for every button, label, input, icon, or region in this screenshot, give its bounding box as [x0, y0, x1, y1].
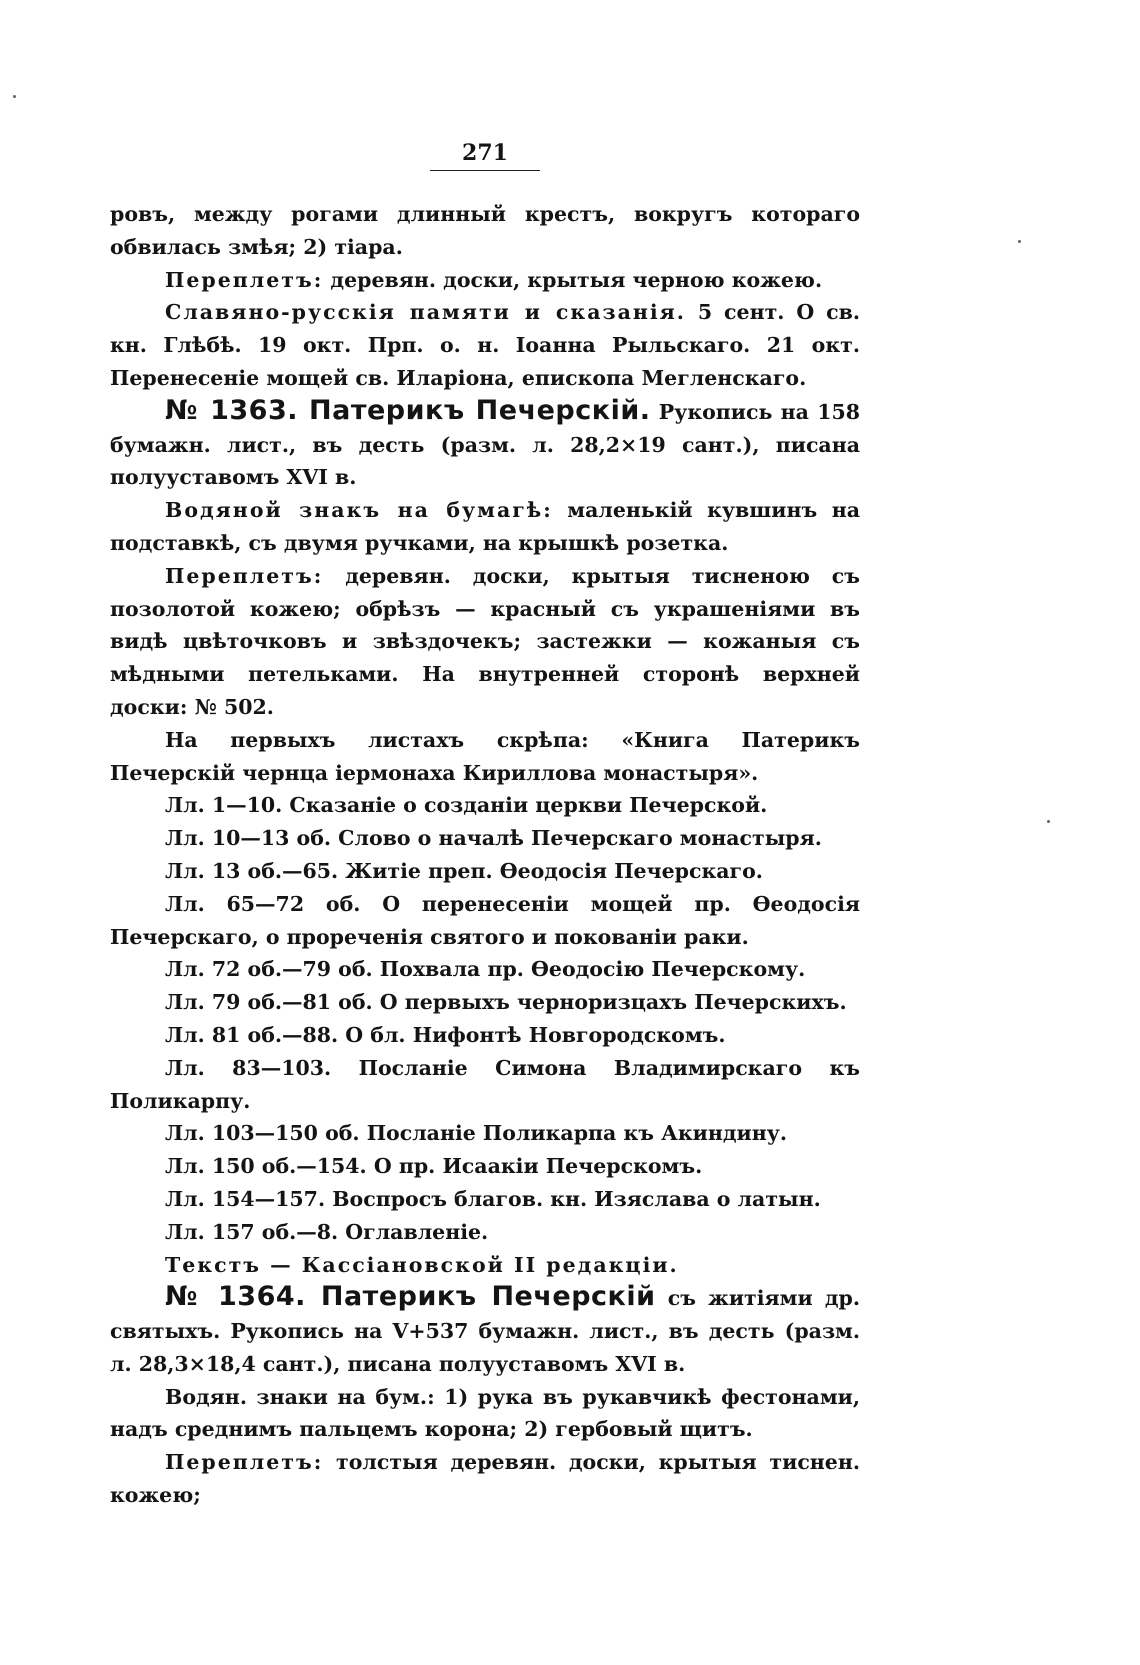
- paragraph: [110, 855, 860, 888]
- paragraph-text: На первыхъ листахъ скрѣпа: «Книга Патерикъ Печерскій чернца іермонаха Кириллова монастыря».: [110, 727, 860, 785]
- paragraph: [110, 560, 860, 724]
- paragraph-text: Водян. знаки на бум.: 1) рука въ рукавчикѣ фестонами, надъ среднимъ пальцемъ корона; 2) гербовый щитъ.: [110, 1384, 860, 1442]
- paragraph: [110, 395, 860, 494]
- paragraph-text: Лл. 103—150 об. Посланіе Поликарпа къ Акиндину.: [165, 1121, 787, 1146]
- paragraph: [110, 1249, 860, 1282]
- page-number: 271: [430, 140, 540, 171]
- scan-speck: [13, 95, 16, 98]
- paragraph: [110, 1052, 860, 1118]
- paragraph: [110, 1281, 860, 1380]
- paragraph: [110, 1381, 860, 1447]
- paragraph: [110, 264, 860, 297]
- paragraph-text: Рукопись на 158 бумажн. лист., въ десть (разм. л. 28,2×19 сант.), писана полууставомъ XVI в.: [110, 399, 860, 490]
- paragraph-text: съ житіями др. святыхъ. Рукопись на V+537 бумажн. лист., въ десть (разм. л. 28,3×18,4 сант.), писана полууставомъ XVI в.: [110, 1286, 860, 1376]
- spaced-lead: Славяно-русскія памяти и сказанія.: [165, 300, 686, 325]
- paragraph-text: Лл. 79 об.—81 об. О первыхъ черноризцахъ Печерскихъ.: [165, 990, 847, 1015]
- paragraph-text: Лл. 150 об.—154. О пр. Исаакіи Печерскомъ.: [165, 1154, 703, 1179]
- paragraph: [110, 724, 860, 790]
- paragraph-text: Лл. 10—13 об. Слово о началѣ Печерскаго монастыря.: [165, 826, 822, 851]
- spaced-lead: Переплетъ:: [165, 267, 324, 292]
- paragraph: [110, 198, 860, 264]
- paragraph-text: деревян. доски, крытыя тисненою съ позолотой кожею; обрѣзъ — красный съ украшеніями въ видѣ цвѣточковъ и звѣздочекъ; застежки — кожаныя съ мѣдными петельками. На внутренней сторонѣ верхней доски: № 502.: [110, 563, 860, 719]
- paragraph: [110, 986, 860, 1019]
- paragraph-text: Лл. 154—157. Воспросъ благов. кн. Изяслава о латын.: [165, 1186, 821, 1211]
- paragraph: [110, 1216, 860, 1249]
- paragraph: [110, 1019, 860, 1052]
- entry-heading: № 1363. Патерикъ Печерскій.: [165, 394, 651, 426]
- scan-speck: [1018, 240, 1021, 243]
- paragraph: [110, 1150, 860, 1183]
- paragraph: [110, 1183, 860, 1216]
- paragraph: [110, 1117, 860, 1150]
- paragraph: [110, 789, 860, 822]
- paragraph: [110, 822, 860, 855]
- paragraph: [110, 953, 860, 986]
- paragraph-text: 5 сент. О св. кн. Глѣбѣ. 19 окт. Прп. о. н. Іоанна Рыльскаго. 21 окт. Перенесеніе мощей св. Иларіона, епископа Мегленскаго.: [110, 300, 860, 390]
- spaced-lead: Водяной знакъ на бумагѣ:: [165, 498, 553, 523]
- paragraph: [110, 494, 860, 560]
- paragraph: [110, 296, 860, 394]
- spaced-lead: Переплетъ:: [165, 563, 324, 588]
- paragraph-text: толстыя деревян. доски, крытыя тиснен. кожею;: [110, 1450, 860, 1508]
- spaced-lead: Переплетъ:: [165, 1450, 324, 1475]
- entry-heading: № 1364. Патерикъ Печерскій: [165, 1281, 656, 1313]
- paragraph: [110, 1446, 860, 1512]
- paragraph-text: маленькій кувшинъ на подставкѣ, съ двумя ручками, на крышкѣ розетка.: [110, 498, 860, 555]
- paragraph: [110, 888, 860, 954]
- paragraph-text: ровъ, между рогами длинный крестъ, вокругъ котораго обвилась змѣя; 2) тіара.: [110, 202, 860, 259]
- paragraph-text: деревян. доски, крытыя черною кожею.: [323, 267, 823, 292]
- paragraph-text: Лл. 65—72 об. О перенесеніи мощей пр. Ѳеодосія Печерскаго, о прореченія святого и покованіи раки.: [110, 891, 860, 949]
- paragraph-text: Лл. 72 об.—79 об. Похвала пр. Ѳеодосію Печерскому.: [165, 957, 806, 982]
- paragraph-text: Лл. 83—103. Посланіе Симона Владимирскаго къ Поликарпу.: [110, 1055, 860, 1113]
- paragraph-text: Лл. 157 об.—8. Оглавленіе.: [165, 1219, 489, 1244]
- spaced-lead: Текстъ — Кассіановской II редакціи.: [165, 1252, 679, 1277]
- paragraph-text: Лл. 81 об.—88. О бл. Нифонтѣ Новгородскомъ.: [165, 1022, 726, 1047]
- page-body: [110, 198, 860, 1512]
- scan-speck: [1047, 820, 1050, 823]
- paragraph-text: Лл. 1—10. Сказаніе о созданіи церкви Печерской.: [165, 793, 768, 818]
- paragraph-text: Лл. 13 об.—65. Житіе преп. Ѳеодосія Печерскаго.: [165, 858, 763, 883]
